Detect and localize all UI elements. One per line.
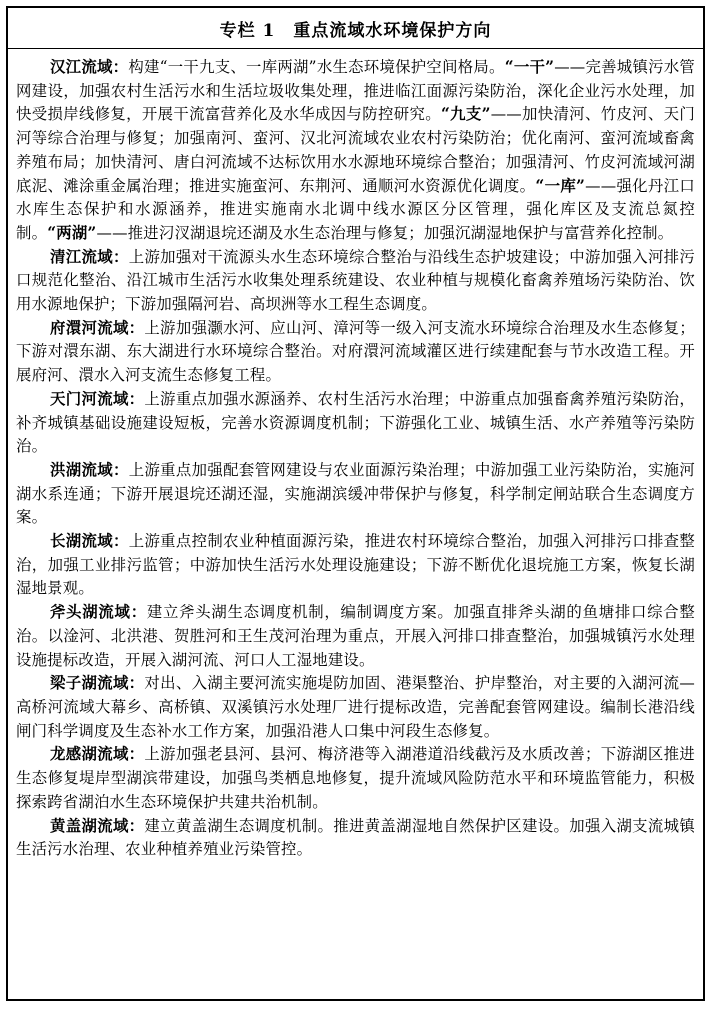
colon-separator: ：: [128, 389, 145, 408]
section-paragraph: [16, 246, 695, 317]
colon-separator: ：: [112, 58, 129, 76]
section-name: 汉江流域: [50, 58, 113, 76]
colon-separator: ：: [128, 816, 145, 835]
section-paragraph: [16, 459, 695, 530]
section-paragraph: [16, 815, 695, 862]
section-name: 梁子湖流域: [50, 674, 129, 693]
highlight-term: “一库”: [535, 176, 586, 195]
section-paragraph: [16, 388, 695, 459]
section-name: 天门河流域: [50, 389, 129, 408]
box-title: 专栏 1 重点流域水环境保护方向: [8, 8, 703, 49]
section-name: 洪湖流域: [50, 460, 113, 479]
box-content: [8, 49, 703, 862]
colon-separator: ：: [112, 532, 129, 551]
body-text: 上游加强对干流源头水生态环境综合整治与沿线生态护坡建设；中游加强入河排污口规范化整治、沿江城市生活污水收集处理系统建设、农业种植与规模化畜禽养殖场污染防治、饮用水源地保护；下游加强隔河岩、高坝洲等水工程生态调度。: [16, 247, 696, 314]
highlight-term: “两湖”: [47, 223, 97, 242]
colon-separator: ：: [112, 247, 129, 266]
colon-separator: ：: [128, 674, 145, 693]
section-name: 长湖流域: [50, 532, 113, 551]
colon-separator: ：: [128, 745, 145, 764]
body-text: ——推进汈汊湖退垸还湖及水生态治理与修复；加强沉湖湿地保护与富营养化控制。: [96, 223, 674, 242]
section-name: 龙感湖流域: [50, 745, 129, 764]
colon-separator: ：: [130, 603, 147, 622]
body-text: 上游重点加强配套管网建设与农业面源污染治理；中游加强工业污染防治，实施河湖水系连通；下游开展退垸还湖还湿，实施湖滨缓冲带保护与修复，科学制定闸站联合生态调度方案。: [16, 460, 696, 527]
body-text: 建立斧头湖生态调度机制，编制调度方案。加强直排斧头湖的鱼塘排口综合整治。以淦河、北洪港、贺胜河和王生茂河治理为重点，开展入河排口排查整治，加强城镇污水处理设施提标改造，开展入湖河流、河口人工湿地建设。: [16, 603, 695, 669]
section-name: 黄盖湖流域: [50, 816, 129, 835]
section-paragraph: [16, 743, 695, 814]
body-text: 上游重点控制农业种植面源污染，推进农村环境综合整治，加强入河排污口排查整治，加强工业排污监管；中游加快生活污水处理设施建设；下游不断优化退垸施工方案，恢复长湖湿地景观。: [16, 532, 696, 598]
section-paragraph: [16, 530, 695, 601]
body-text: 上游重点加强水源涵养、农村生活污水治理；中游重点加强畜禽养殖污染防治，补齐城镇基础设施建设短板，完善水资源调度机制；下游强化工业、城镇生活、水产养殖等污染防治。: [16, 389, 695, 456]
colon-separator: ：: [128, 318, 145, 337]
section-name: 斧头湖流域: [50, 603, 131, 622]
section-paragraph: [16, 601, 695, 672]
body-text: 上游加强灏水河、应山河、漳河等一级入河支流水环境综合治理及水生态修复；下游对澴东湖、东大湖进行水环境综合整治。对府澴河流域灌区进行续建配套与节水改造工程。开展府河、澴水入河支流生态修复工程。: [16, 318, 695, 385]
body-text: 构建“一干九支、一库两湖”水生态环境保护空间格局。: [128, 58, 505, 76]
highlight-term: “一干”: [504, 58, 555, 76]
body-text: ——加快清河、竹皮河、天门河等综合治理与修复；加强南河、蛮河、汉北河流域农业农村污染防治；优化南河、蛮河流域畜禽养殖布局；加快清河、唐白河流域不达标饮用水水源地环境综合整治；加强清河、竹皮河流域河湖底泥、滩涂重金属治理；推进实施蛮河、东荆河、通顺河水资源优化调度。: [16, 105, 695, 195]
body-text: ——强化丹江口水库生态保护和水源涵养，推进实施南水北调中线水源区分区管理，强化库区及支流总氮控制。: [16, 176, 695, 242]
feature-box: [6, 6, 705, 1001]
highlight-term: “九支”: [440, 105, 491, 124]
section-name: 府澴河流域: [50, 318, 129, 337]
body-text: 上游加强老县河、县河、梅济港等入湖港道沿线截污及水质改善；下游湖区推进生态修复堤岸型湖滨带建设，加强鸟类栖息地修复，提升流域风险防范水平和环境监管能力，积极探索跨省湖泊水生态环境保护共建共治机制。: [16, 745, 695, 811]
body-text: ——完善城镇污水管网建设，加强农村生活污水和生活垃圾收集处理，推进临江面源污染防治，深化企业污水处理，加快受损岸线修复，开展干流富营养化及水华成因与防控研究。: [16, 58, 696, 124]
section-paragraph: [16, 672, 695, 743]
colon-separator: ：: [112, 460, 129, 479]
body-text: 对出、入湖主要河流实施堤防加固、港渠整治、护岸整治，对主要的入湖河流—高桥河流域大幕乡、高桥镇、双溪镇污水处理厂进行提标改造，完善配套管网建设。编制长港沿线闸门科学调度及生态补水工作方案，加强沿港人口集中河段生态修复。: [16, 674, 695, 740]
section-paragraph: [16, 56, 695, 246]
body-text: 建立黄盖湖生态调度机制。推进黄盖湖湿地自然保护区建设。加强入湖支流城镇生活污水治理、农业种植养殖业污染管控。: [16, 816, 695, 859]
section-name: 清江流域: [50, 247, 113, 266]
section-paragraph: [16, 317, 695, 388]
